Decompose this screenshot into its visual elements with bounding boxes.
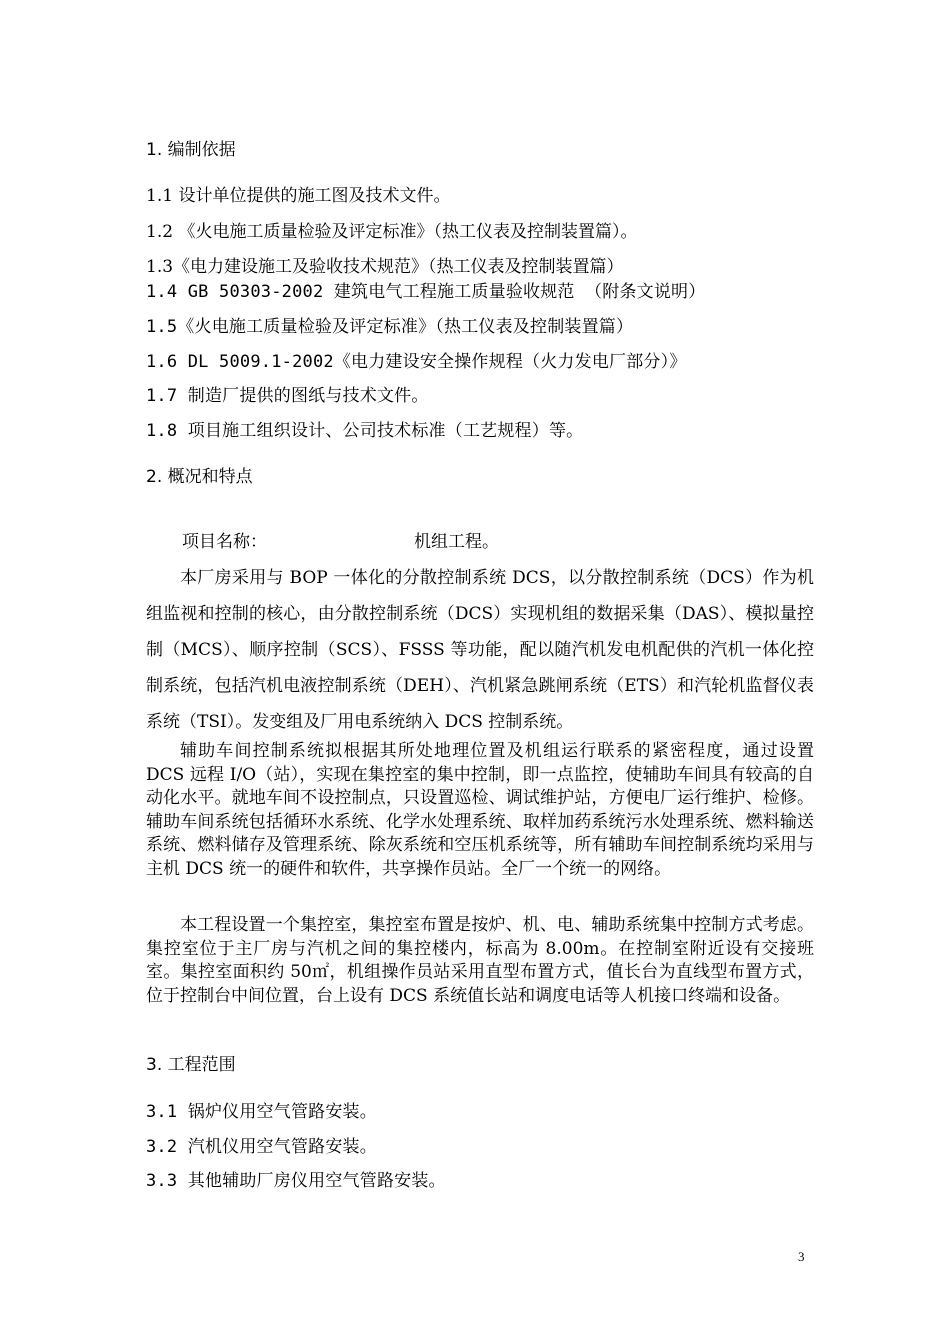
reference-item: 1.7 制造厂提供的图纸与技术文件。	[146, 386, 429, 406]
project-name-value: 机组工程。	[414, 532, 499, 552]
reference-item: 1.8 项目施工组织设计、公司技术标准（工艺规程）等。	[146, 421, 584, 441]
section-2-heading: 2. 概况和特点	[146, 467, 253, 487]
scope-item: 3.1 锅炉仪用空气管路安装。	[146, 1102, 377, 1122]
reference-item: 1.6 DL 5009.1-2002《电力建设安全操作规程（火力发电厂部分）》	[146, 352, 687, 372]
scope-item: 3.2 汽机仪用空气管路安装。	[146, 1137, 377, 1157]
overview-paragraph: 本厂房采用与 BOP 一体化的分散控制系统 DCS，以分散控制系统（DCS）作为机组监视和控制的核心，由分散控制系统（DCS）实现机组的数据采集（DAS）、模拟量控制（MCS）、顺序控制（SCS）、FSSS 等功能，配以随汽机发电机配供的汽机一体化控制系统，包括汽机电液控制系统（DEH）、汽机紧急跳闸系统（ETS）和汽轮机监督仪表系统（TSI）。发变组及厂用电系统纳入 DCS 控制系统。	[146, 568, 814, 732]
project-name-label: 项目名称：	[182, 532, 267, 552]
scope-item: 3.3 其他辅助厂房仪用空气管路安装。	[146, 1171, 446, 1191]
page-number: 3	[798, 1249, 805, 1264]
section-1-heading: 1. 编制依据	[146, 140, 236, 160]
reference-item: 1.4 GB 50303-2002 建筑电气工程施工质量验收规范 （附条文说明）	[146, 282, 706, 302]
section-3-heading: 3. 工程范围	[146, 1055, 236, 1075]
control-room-paragraph: 本工程设置一个集控室，集控室布置是按炉、机、电、辅助系统集中控制方式考虑。集控室位于主厂房与汽机之间的集控楼内，标高为 8.00m。在控制室附近设有交接班室。集控室面积约 50㎡，机组操作员站采用直型布置方式，值长台为直线型布置方式，位于控制台中间位置，台上设有 DCS 系统值长站和调度电话等人机接口终端和设备。	[146, 915, 814, 1006]
reference-item: 1.2 《火电施工质量检验及评定标准》（热工仪表及控制装置篇）。	[146, 222, 638, 242]
auxiliary-control-paragraph: 辅助车间控制系统拟根据其所处地理位置及机组运行联系的紧密程度，通过设置 DCS 远程 I/O（站），实现在集控室的集中控制，即一点监控，使辅助车间具有较高的自动化水平。就地车间不设控制点，只设置巡检、调试维护站，方便电厂运行维护、检修。辅助车间系统包括循环水系统、化学水处理系统、取样加药系统污水处理系统、燃料输送系统、燃料储存及管理系统、除灰系统和空压机系统等，所有辅助车间控制系统均采用与主机 DCS 统一的硬件和软件，共享操作员站。全厂一个统一的网络。	[146, 741, 814, 879]
reference-item: 1.3《电力建设施工及验收技术规范》（热工仪表及控制装置篇）	[146, 257, 624, 277]
reference-item: 1.5《火电施工质量检验及评定标准》（热工仪表及控制装置篇）	[146, 317, 634, 337]
reference-item: 1.1 设计单位提供的施工图及技术文件。	[146, 186, 451, 206]
